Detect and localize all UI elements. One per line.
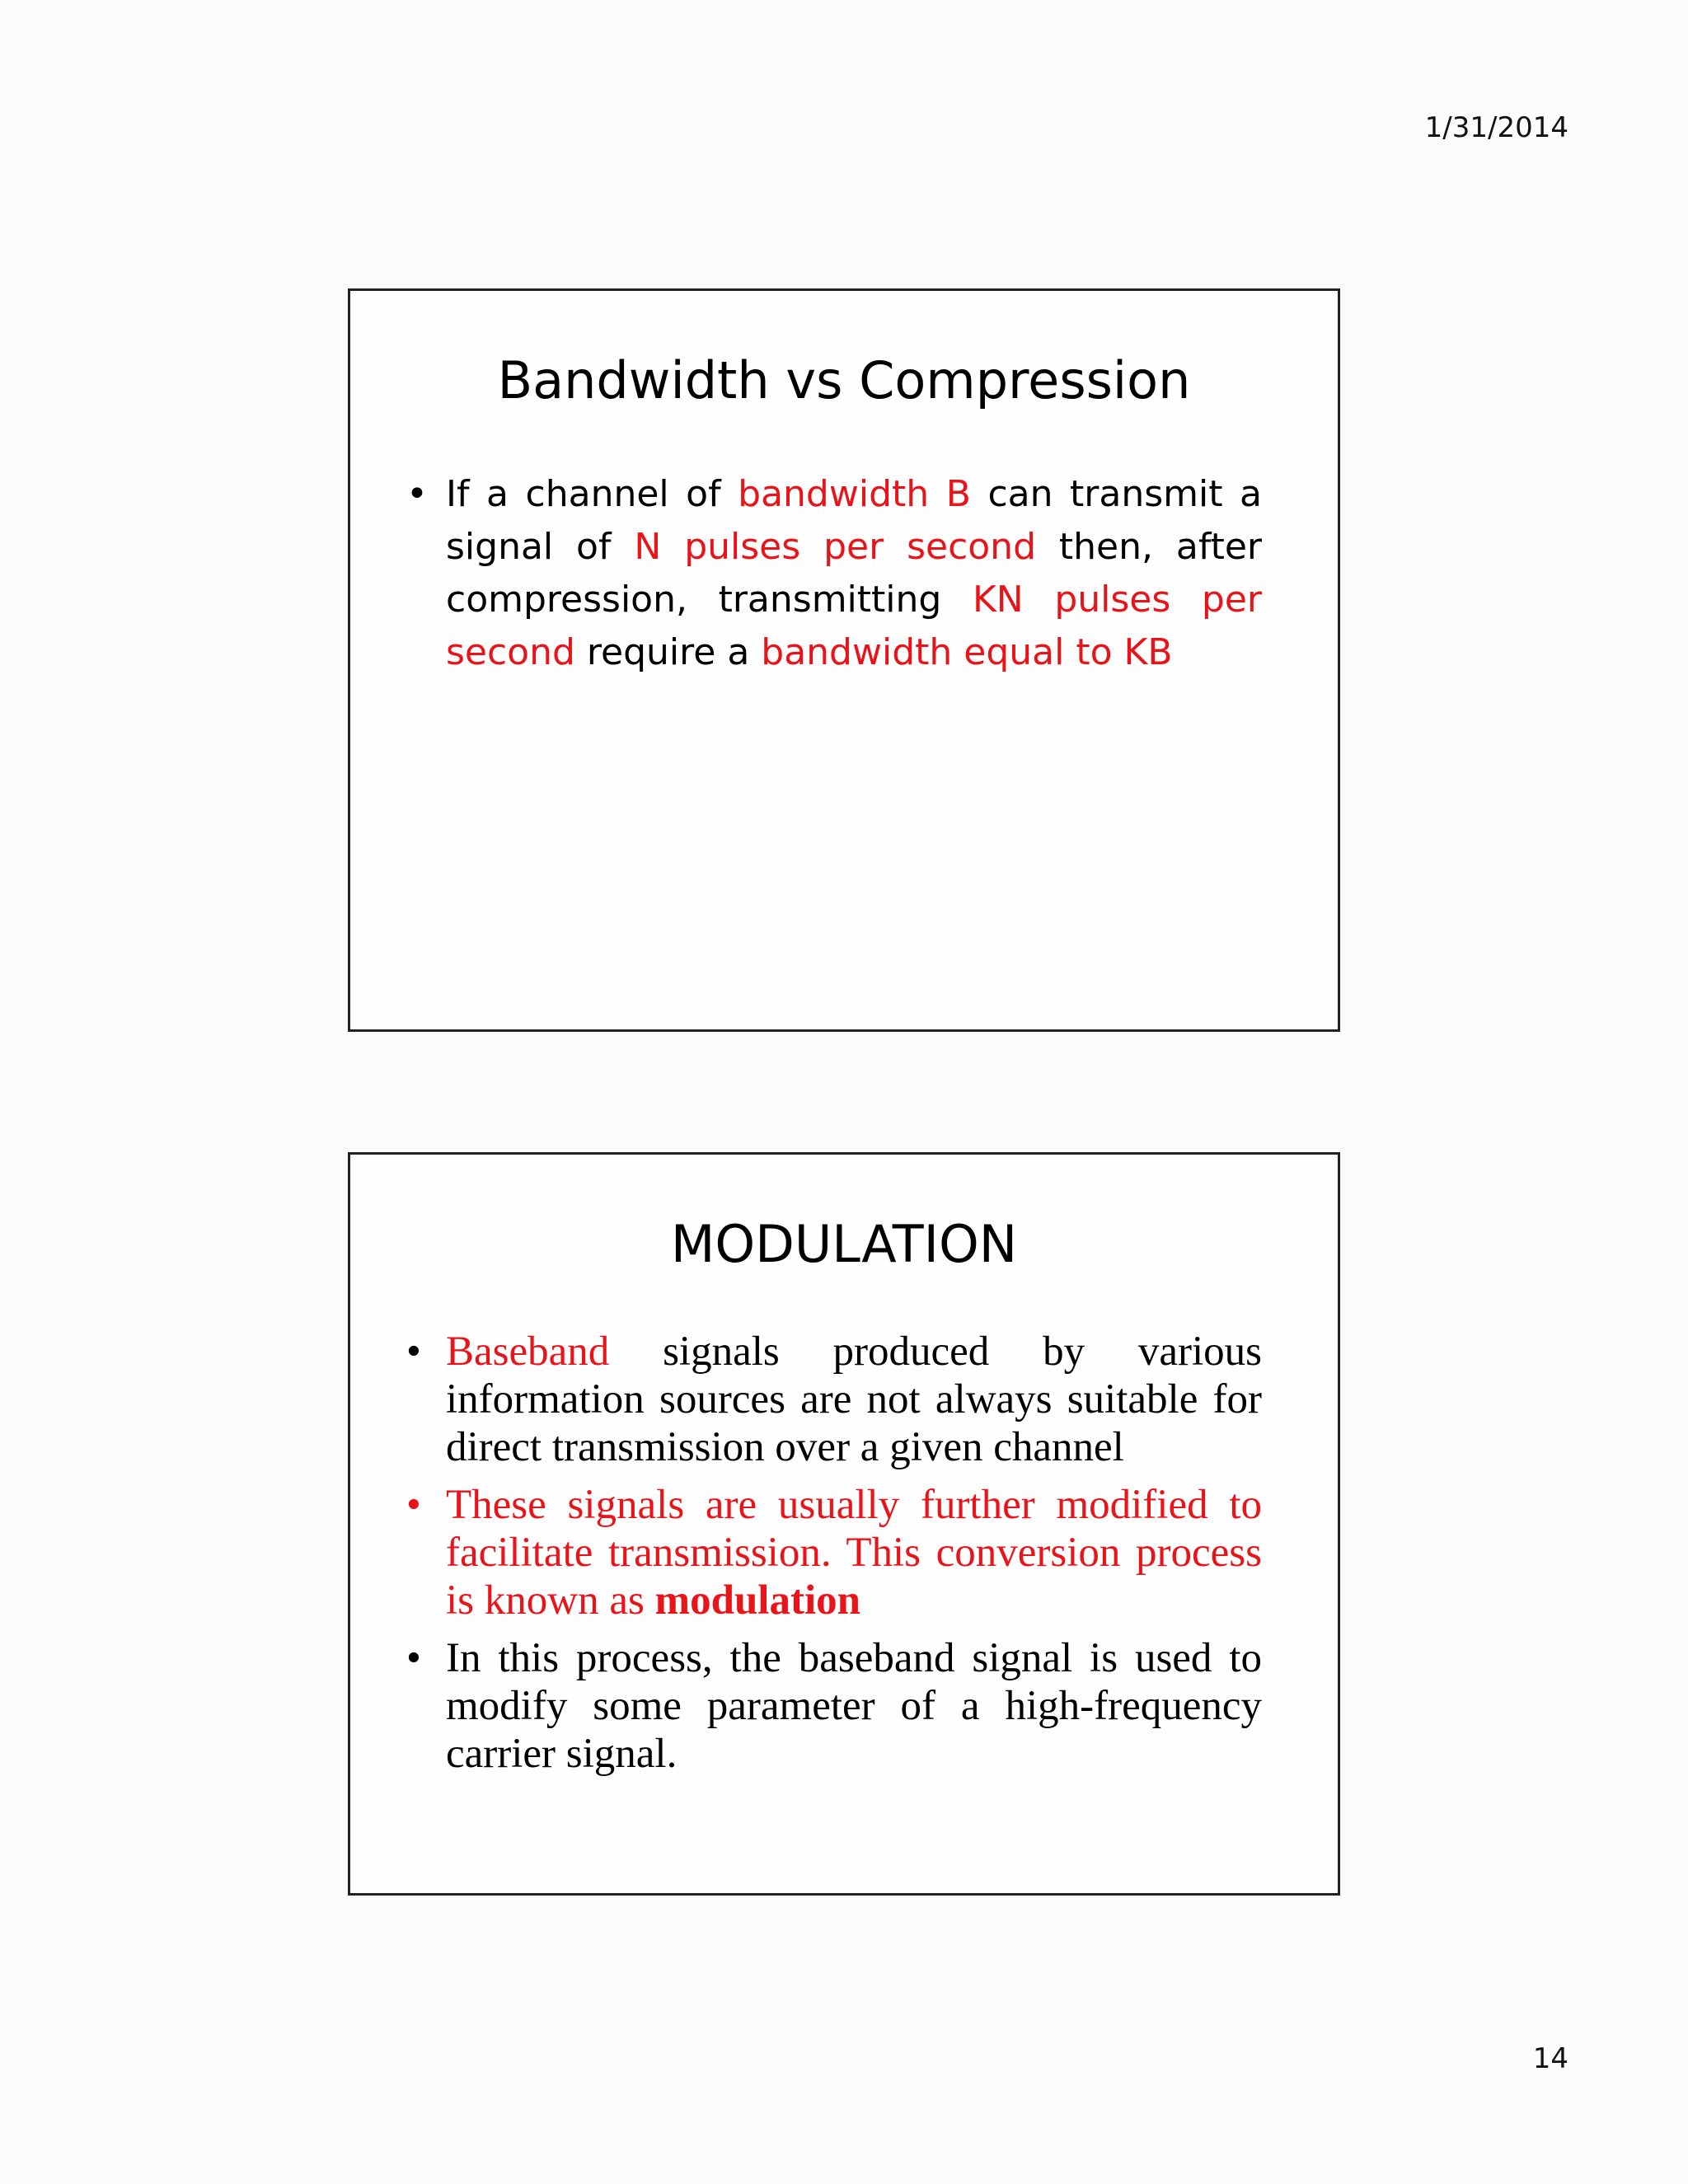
highlight-text: KN pulses per second — [446, 579, 1262, 673]
list-item — [406, 1328, 1262, 1471]
bullet-text: require a — [574, 631, 762, 673]
bullet-marker: • — [406, 473, 428, 515]
highlight-text: Baseband — [446, 1329, 610, 1375]
bullet-text: then, after compression, transmitting — [446, 526, 1262, 621]
page-number: 14 — [1532, 2042, 1568, 2075]
highlight-text: N pulses per second — [634, 526, 1036, 568]
slide-title: Bandwidth vs Compression — [497, 350, 1191, 410]
highlight-text: bandwidth equal to KB — [761, 631, 1173, 673]
bullet-text: signals produced by various information sources are not always suitable for direct transmission over a given channel — [446, 1329, 1262, 1470]
bullet-list — [406, 1328, 1262, 1788]
list-item — [406, 1481, 1262, 1624]
bold-text: modulation — [654, 1577, 860, 1624]
slide-bandwidth-vs-compression — [348, 288, 1340, 1032]
list-item — [406, 1634, 1262, 1778]
bullet-marker: • — [406, 1635, 421, 1681]
slide-modulation — [348, 1152, 1340, 1896]
bullet-text: In this process, the baseband signal is used to modify some parameter of a high-frequency carrier signal. — [446, 1635, 1262, 1777]
bullet-text: can transmit a signal of — [446, 473, 1262, 568]
bullet-list — [406, 468, 1262, 679]
bullet-text: These signals are usually further modified to facilitate transmission. This conversion process is known as — [446, 1482, 1262, 1624]
bullet-marker: • — [406, 1329, 421, 1375]
page-date: 1/31/2014 — [1424, 111, 1568, 144]
bullet-marker: • — [406, 1482, 421, 1528]
list-item — [406, 468, 1262, 679]
highlight-text: bandwidth B — [738, 473, 971, 515]
bullet-text: If a channel of — [446, 473, 738, 515]
slide-title: MODULATION — [670, 1214, 1018, 1274]
